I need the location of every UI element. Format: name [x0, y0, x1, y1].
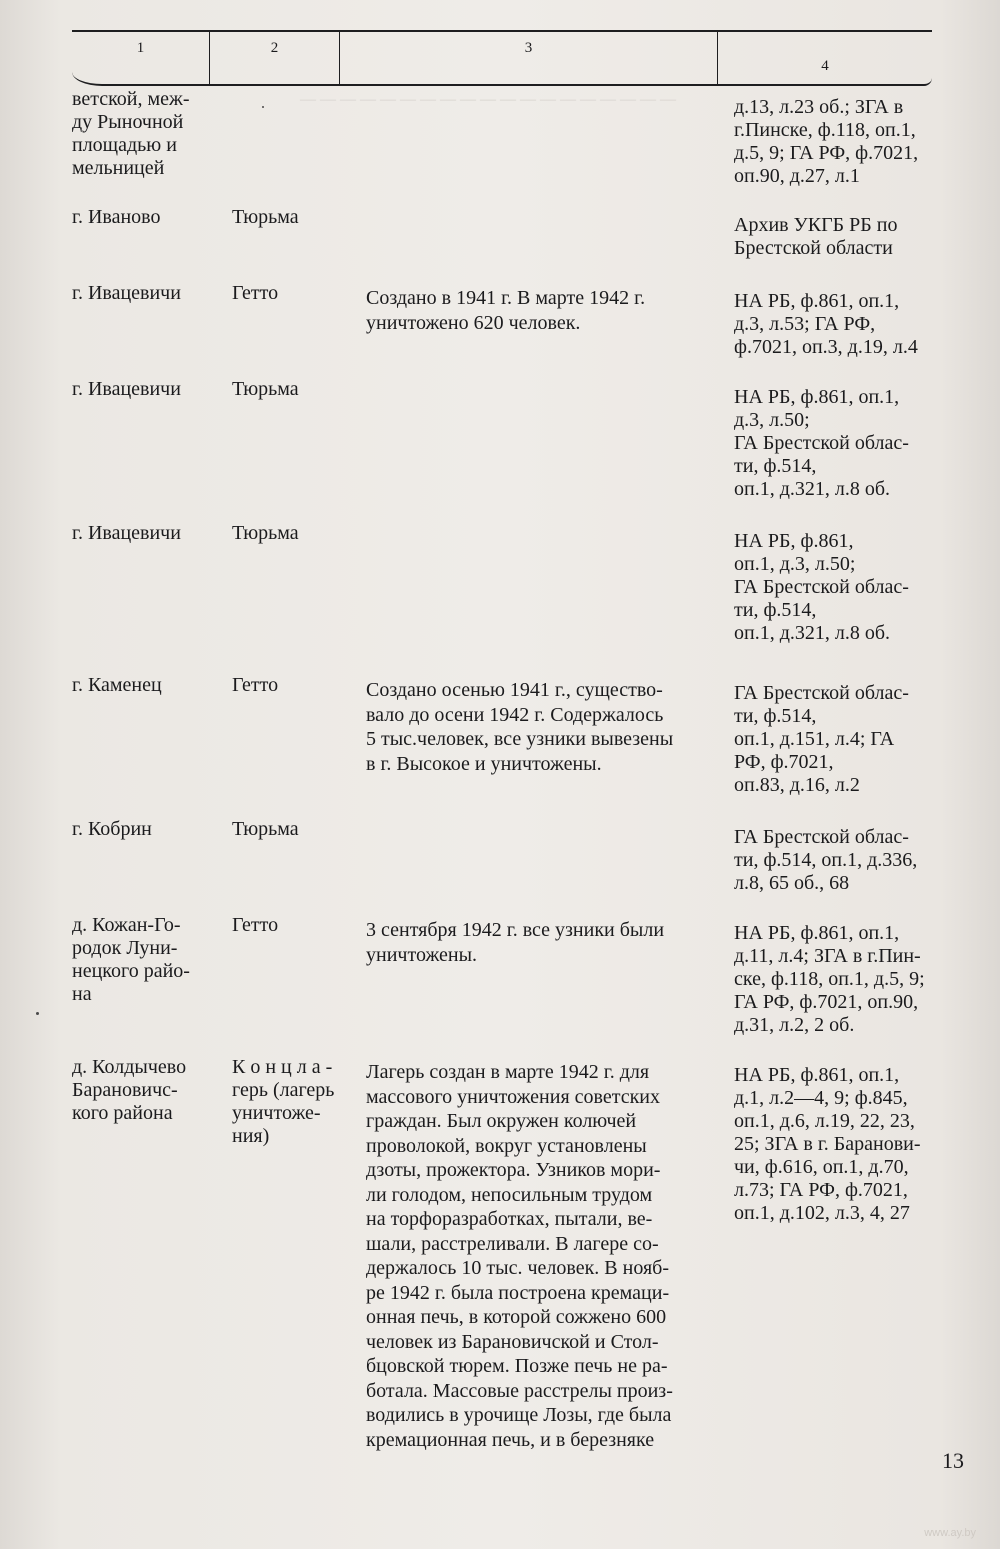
text-line: д.5, 9; ГА РФ, ф.7021,	[734, 142, 919, 164]
text-line: Лагерь создан в марте 1942 г. для	[366, 1061, 650, 1083]
text-line: уничтожено 620 человек.	[366, 311, 581, 334]
text-line: ду Рыночной	[72, 111, 184, 133]
row-place-cell	[72, 914, 190, 1006]
row-place-cell	[72, 206, 160, 229]
text-line: г. Ивацевичи	[72, 522, 181, 544]
text-line: Создано в 1941 г. В марте 1942 г.	[366, 287, 646, 309]
row-place-cell	[72, 818, 152, 841]
text-line: ске, ф.118, оп.1, д.5, 9;	[734, 968, 925, 990]
row-description-cell	[366, 678, 673, 776]
text-line: водились в урочище Лозы, где была	[366, 1404, 672, 1426]
text-line: на торфоразработках, пытали, ве-	[366, 1208, 653, 1230]
text-line: оп.1, д.102, л.3, 4, 27	[734, 1202, 910, 1224]
text-line: д.31, л.2, 2 об.	[734, 1014, 855, 1036]
text-line: держалось 10 тыс. человек. В нояб-	[366, 1257, 669, 1279]
text-line: г. Кобрин	[72, 818, 152, 840]
text-line: К о н ц л а -	[232, 1056, 333, 1078]
row-source-cell	[734, 682, 909, 797]
text-line: д.13, л.23 об.; ЗГА в	[734, 96, 904, 118]
text-line: л.73; ГА РФ, ф.7021,	[734, 1179, 908, 1201]
row-description-cell	[366, 918, 664, 967]
text-line: ф.7021, оп.3, д.19, л.4	[734, 336, 918, 358]
text-line: родок Луни-	[72, 937, 178, 959]
header-col-4: 4	[821, 58, 829, 74]
row-source-cell	[734, 530, 909, 645]
text-line: оп.83, д.16, л.2	[734, 774, 860, 796]
text-line: оп.1, д.151, л.4; ГА	[734, 728, 895, 750]
text-line: проволокой, вокруг установлены	[366, 1134, 647, 1157]
text-line: бцовской тюрем. Позже печь не ра-	[366, 1355, 668, 1377]
text-line: г.Пинске, ф.118, оп.1,	[734, 119, 916, 141]
row-source-cell	[734, 386, 909, 501]
row-type-cell	[232, 206, 299, 229]
text-line: в г. Высокое и уничтожены.	[366, 752, 602, 775]
text-line: оп.90, д.27, л.1	[734, 165, 860, 187]
header-col-3: 3	[340, 32, 718, 84]
row-place-cell	[72, 674, 162, 697]
text-line: д.1, л.2—4, 9; ф.845,	[734, 1087, 908, 1109]
text-line: вало до осени 1942 г. Содержалось	[366, 703, 664, 726]
text-line: дзоты, прожектора. Узников мори-	[366, 1159, 661, 1181]
text-line: Тюрьма	[232, 378, 299, 400]
row-type-cell	[232, 522, 299, 545]
text-line: д. Кожан-Го-	[72, 914, 181, 936]
text-line: ветской, меж-	[72, 88, 190, 110]
text-line: НА РБ, ф.861,	[734, 530, 854, 552]
header-col-1: 1	[72, 32, 210, 84]
text-line: ре 1942 г. была построена кремаци-	[366, 1281, 670, 1304]
text-line: НА РБ, ф.861, оп.1,	[734, 1064, 900, 1086]
text-line: шали, расстреливали. В лагере со-	[366, 1232, 659, 1255]
text-line: ния)	[232, 1125, 270, 1147]
text-line: НА РБ, ф.861, оп.1,	[734, 386, 900, 408]
text-line: Тюрьма	[232, 206, 299, 228]
text-line: оп.1, д.6, л.19, 22, 23,	[734, 1110, 915, 1132]
bleed-through-text: — — — — — — — — — — — — — — — — — — —	[300, 91, 676, 108]
row-place-cell	[72, 88, 189, 180]
text-line: онная печь, в которой сожжено 600	[366, 1306, 667, 1328]
text-line: уничтожены.	[366, 943, 478, 966]
text-line: РФ, ф.7021,	[734, 751, 834, 773]
text-line: ГА Брестской облас-	[734, 576, 909, 598]
row-source-cell	[734, 922, 925, 1037]
text-line: г. Ивацевичи	[72, 378, 181, 400]
text-line: чи, ф.616, оп.1, д.70,	[734, 1156, 909, 1178]
row-source-cell	[734, 290, 918, 359]
page-number: 13	[942, 1448, 964, 1473]
text-line: л.8, 65 об., 68	[734, 872, 850, 894]
header-col-2: 2	[210, 32, 340, 84]
row-source-cell	[734, 214, 897, 260]
text-line: ти, ф.514,	[734, 599, 817, 621]
text-line: на	[72, 983, 92, 1005]
text-line: ти, ф.514,	[734, 705, 817, 727]
text-line: г. Иваново	[72, 206, 161, 228]
text-line: ти, ф.514,	[734, 455, 817, 477]
text-line: оп.1, д.3, л.50;	[734, 553, 856, 575]
text-line: Барановичс-	[72, 1079, 178, 1101]
row-type-cell	[232, 674, 278, 697]
row-source-cell	[734, 96, 918, 188]
row-source-cell	[734, 826, 917, 895]
text-line: ГА Брестской облас-	[734, 432, 909, 454]
row-type-cell	[232, 282, 278, 305]
watermark: www.ay.by	[924, 1527, 976, 1539]
row-description-cell	[366, 286, 645, 335]
text-line: кого района	[72, 1102, 173, 1124]
text-line: оп.1, д.321, л.8 об.	[734, 622, 891, 644]
text-line: г. Каменец	[72, 674, 162, 696]
text-line: 5 тыс.человек, все узники вывезены	[366, 728, 674, 750]
text-line: г. Ивацевичи	[72, 282, 181, 304]
text-line: ГА Брестской облас-	[734, 826, 909, 848]
row-type-cell	[232, 1056, 334, 1148]
text-line: граждан. Был окружен колючей	[366, 1110, 637, 1132]
text-line: Гетто	[232, 674, 279, 696]
row-source-cell	[734, 1064, 921, 1225]
row-type-cell	[232, 818, 299, 841]
row-place-cell	[72, 282, 181, 305]
text-line: человек из Барановичской и Стол-	[366, 1330, 659, 1353]
text-line: д. Колдычево	[72, 1056, 187, 1078]
text-line: 3 сентября 1942 г. все узники были	[366, 919, 665, 941]
text-line: Создано осенью 1941 г., существо-	[366, 679, 663, 701]
text-line: массового уничтожения советских	[366, 1085, 661, 1108]
text-line: НА РБ, ф.861, оп.1,	[734, 290, 900, 312]
text-line: нецкого райо-	[72, 960, 190, 982]
text-line: Тюрьма	[232, 818, 299, 840]
text-line: 25; ЗГА в г. Баранови-	[734, 1133, 921, 1155]
row-description-cell	[366, 1060, 673, 1452]
text-line: Тюрьма	[232, 522, 299, 544]
text-line: ти, ф.514, оп.1, д.336,	[734, 849, 918, 871]
text-line: ГА Брестской облас-	[734, 682, 909, 704]
text-line: кремационная печь, и в березняке	[366, 1428, 655, 1451]
row-type-cell	[232, 914, 278, 937]
print-speck	[36, 1012, 39, 1015]
text-line: Архив УКГБ РБ по	[734, 214, 898, 236]
text-line: д.3, л.53; ГА РФ,	[734, 313, 876, 335]
text-line: площадью и	[72, 134, 177, 156]
text-line: оп.1, д.321, л.8 об.	[734, 478, 891, 500]
text-line: д.3, л.50;	[734, 409, 810, 431]
table-header	[72, 30, 932, 86]
text-line: ГА РФ, ф.7021, оп.90,	[734, 991, 919, 1013]
text-line: ли голодом, непосильным трудом	[366, 1183, 653, 1206]
row-place-cell	[72, 1056, 186, 1125]
text-line: д.11, л.4; ЗГА в г.Пин-	[734, 945, 921, 967]
print-speck	[262, 106, 264, 108]
text-line: Брестской области	[734, 237, 893, 259]
row-type-cell	[232, 378, 299, 401]
text-line: герь (лагерь	[232, 1079, 335, 1101]
row-place-cell	[72, 522, 181, 545]
text-line: уничтоже-	[232, 1102, 321, 1124]
text-line: мельницей	[72, 157, 165, 179]
text-line: Гетто	[232, 282, 279, 304]
row-place-cell	[72, 378, 181, 401]
text-line: НА РБ, ф.861, оп.1,	[734, 922, 900, 944]
text-line: ботала. Массовые расстрелы произ-	[366, 1379, 673, 1402]
text-line: Гетто	[232, 914, 279, 936]
